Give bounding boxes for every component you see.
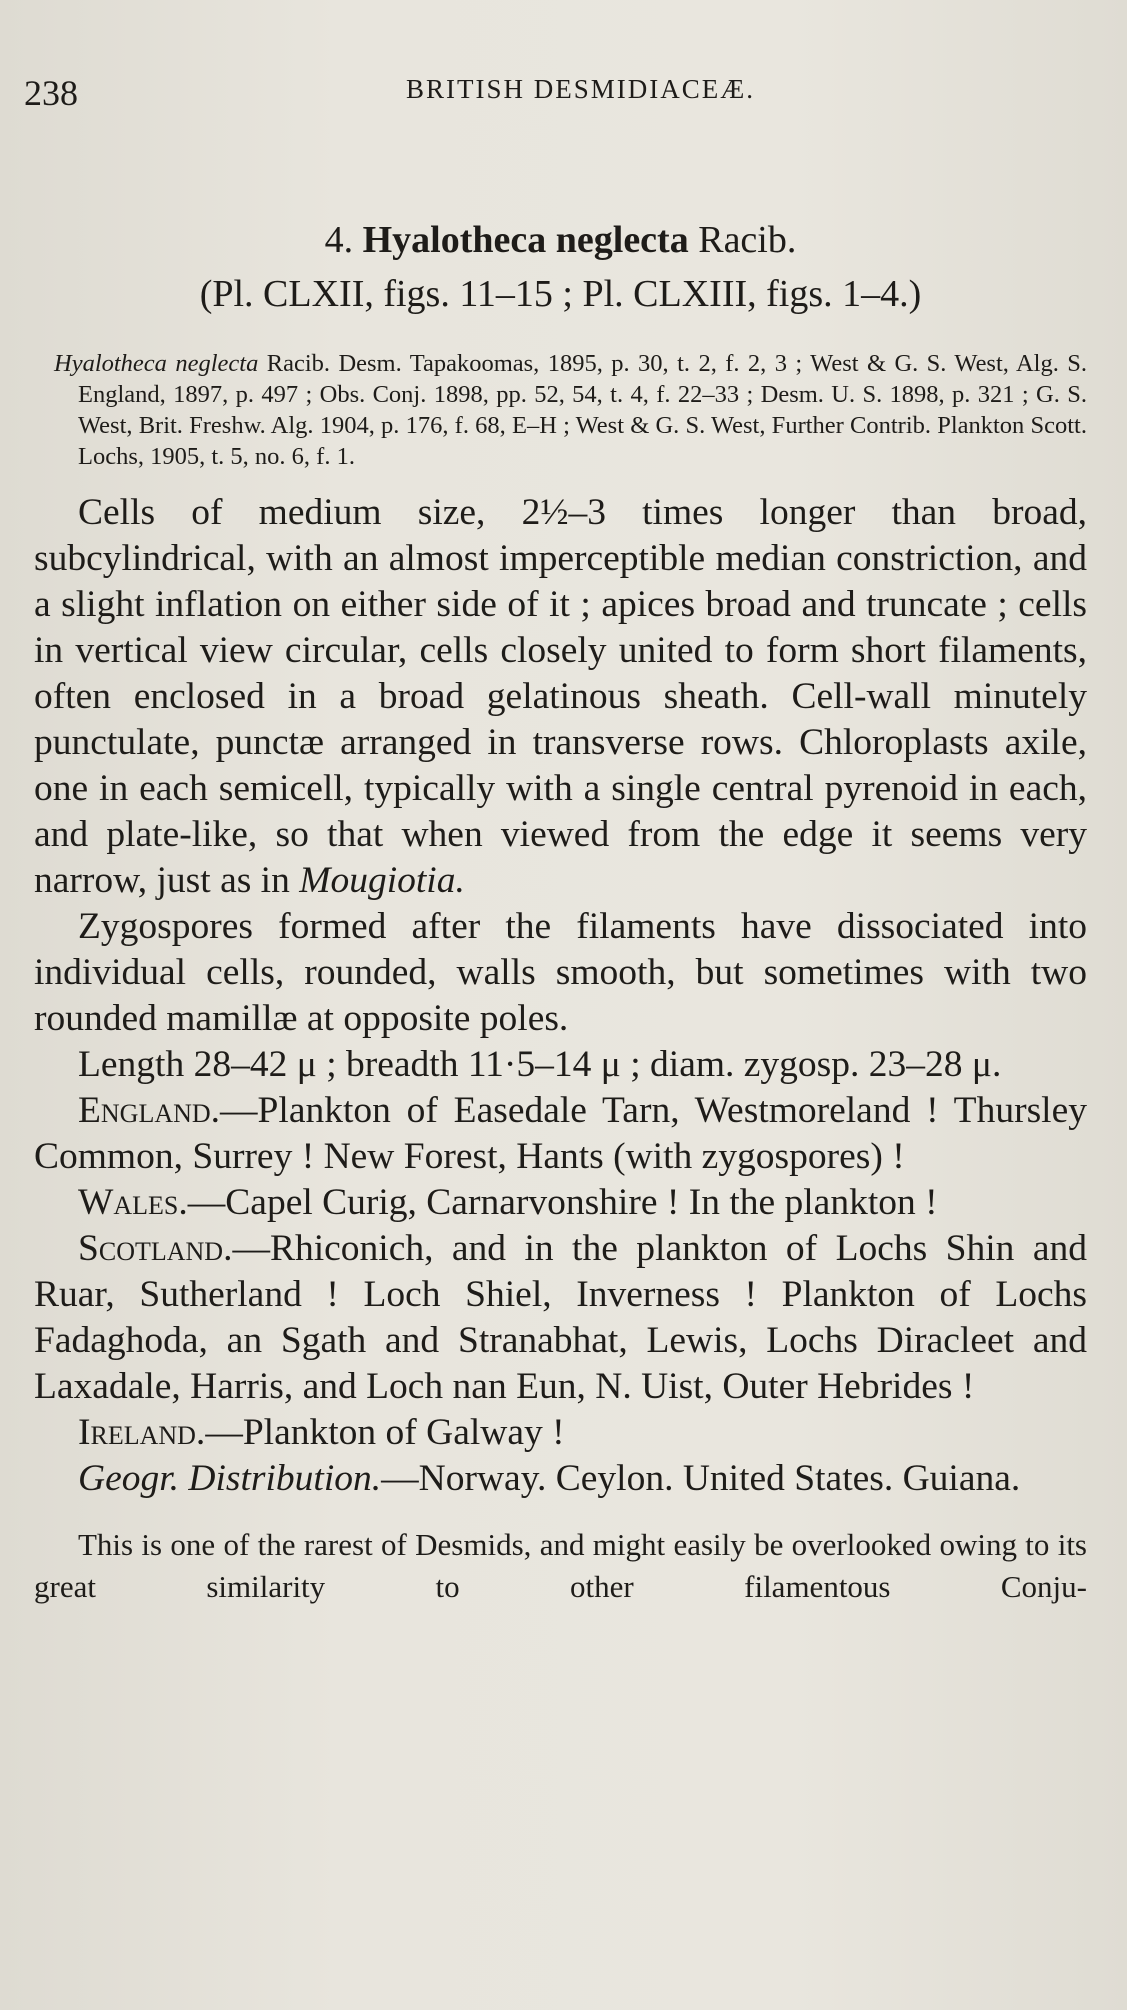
species-author: Racib.: [698, 219, 797, 261]
species-number: 4.: [324, 219, 354, 261]
synonymy-name: Hyalotheca neglecta: [54, 350, 259, 377]
wales-label: Wales.: [78, 1182, 188, 1223]
synonymy-text: Racib. Desm. Tapakoomas, 1895, p. 30, t. 2, f. 2, 3 ; West & G. S. West, Alg. S. England, 1897, p. 497 ; Obs. Conj. 1898, pp. 52, 54, t. 4, f. 22–33 ; Desm. U. S. 1898, p. 321 ; G. S. West, Brit. Freshw. Alg. 1904, p. 176, f. 68, E–H ; West & G. S. West, Further Contrib. Plankton Scott. Lochs, 1905, t. 5, no. 6, f. 1.: [78, 350, 1088, 470]
species-body: [34, 490, 1087, 1502]
zygospores-paragraph: Zygospores formed after the filaments have dissociated into individual cells, rounded, walls smooth, but sometimes with two rounded mamillæ at opposite poles.: [34, 906, 1087, 1039]
description-italic: Mougiotia.: [299, 860, 465, 901]
synonymy-block: [34, 348, 1087, 472]
ireland-label: Ireland.: [78, 1412, 206, 1453]
rarity-note: This is one of the rarest of Desmids, and might easily be overlooked owing to its great similarity to other filamentous Conju-: [34, 1527, 1087, 1604]
england-label: England.: [78, 1090, 221, 1131]
ireland-paragraph: [34, 1410, 1087, 1456]
england-text: —Plankton of Easedale Tarn, Westmoreland ! Thursley Common, Surrey ! New Forest, Hants (with zygospores) !: [34, 1090, 1087, 1177]
description-text: Cells of medium size, 2½–3 times longer than broad, subcylindrical, with an almost imperceptible median constriction, and a slight inflation on either side of it ; apices broad and truncate ; cells in vertical view circular, cells closely united to form short filaments, often enclosed in a broad gelatinous sheath. Cell-wall minutely punctulate, punctæ arranged in transverse rows. Chloroplasts axile, one in each semicell, typically with a single central pyrenoid in each, and plate-like, so that when viewed from the edge it seems very narrow, just as in: [34, 492, 1087, 901]
running-title: BRITISH DESMIDIACEÆ.: [405, 74, 755, 104]
plate-references: (Pl. CLXII, figs. 11–15 ; Pl. CLXIII, figs. 1–4.): [199, 273, 922, 315]
species-name: Hyalotheca neglecta: [362, 219, 689, 261]
page-number: 238: [24, 73, 78, 113]
scotland-label: Scotland.: [78, 1228, 233, 1269]
description-paragraph: [34, 490, 1087, 904]
scotland-paragraph: [34, 1226, 1087, 1410]
geogr-label: Geogr. Distribution.: [78, 1458, 382, 1499]
measurements-paragraph: Length 28–42 μ ; breadth 11·5–14 μ ; diam. zygosp. 23–28 μ.: [78, 1044, 1002, 1085]
wales-text: —Capel Curig, Carnarvonshire ! In the plankton !: [187, 1182, 938, 1223]
england-paragraph: [34, 1088, 1087, 1180]
scotland-text: —Rhiconich, and in the plankton of Lochs Shin and Ruar, Sutherland ! Loch Shiel, Inverness ! Plankton of Lochs Fadaghoda, an Sgath and Stranabhat, Lewis, Lochs Diracleet and Laxadale, Harris, and Loch nan Eun, N. Uist, Outer Hebrides !: [34, 1228, 1087, 1407]
running-head: [24, 62, 1087, 122]
geogr-text: —Norway. Ceylon. United States. Guiana.: [381, 1458, 1021, 1499]
wales-paragraph: [34, 1180, 1087, 1226]
geographic-distribution-paragraph: [34, 1456, 1087, 1502]
species-heading: [34, 218, 1087, 262]
ireland-text: —Plankton of Galway !: [205, 1412, 565, 1453]
